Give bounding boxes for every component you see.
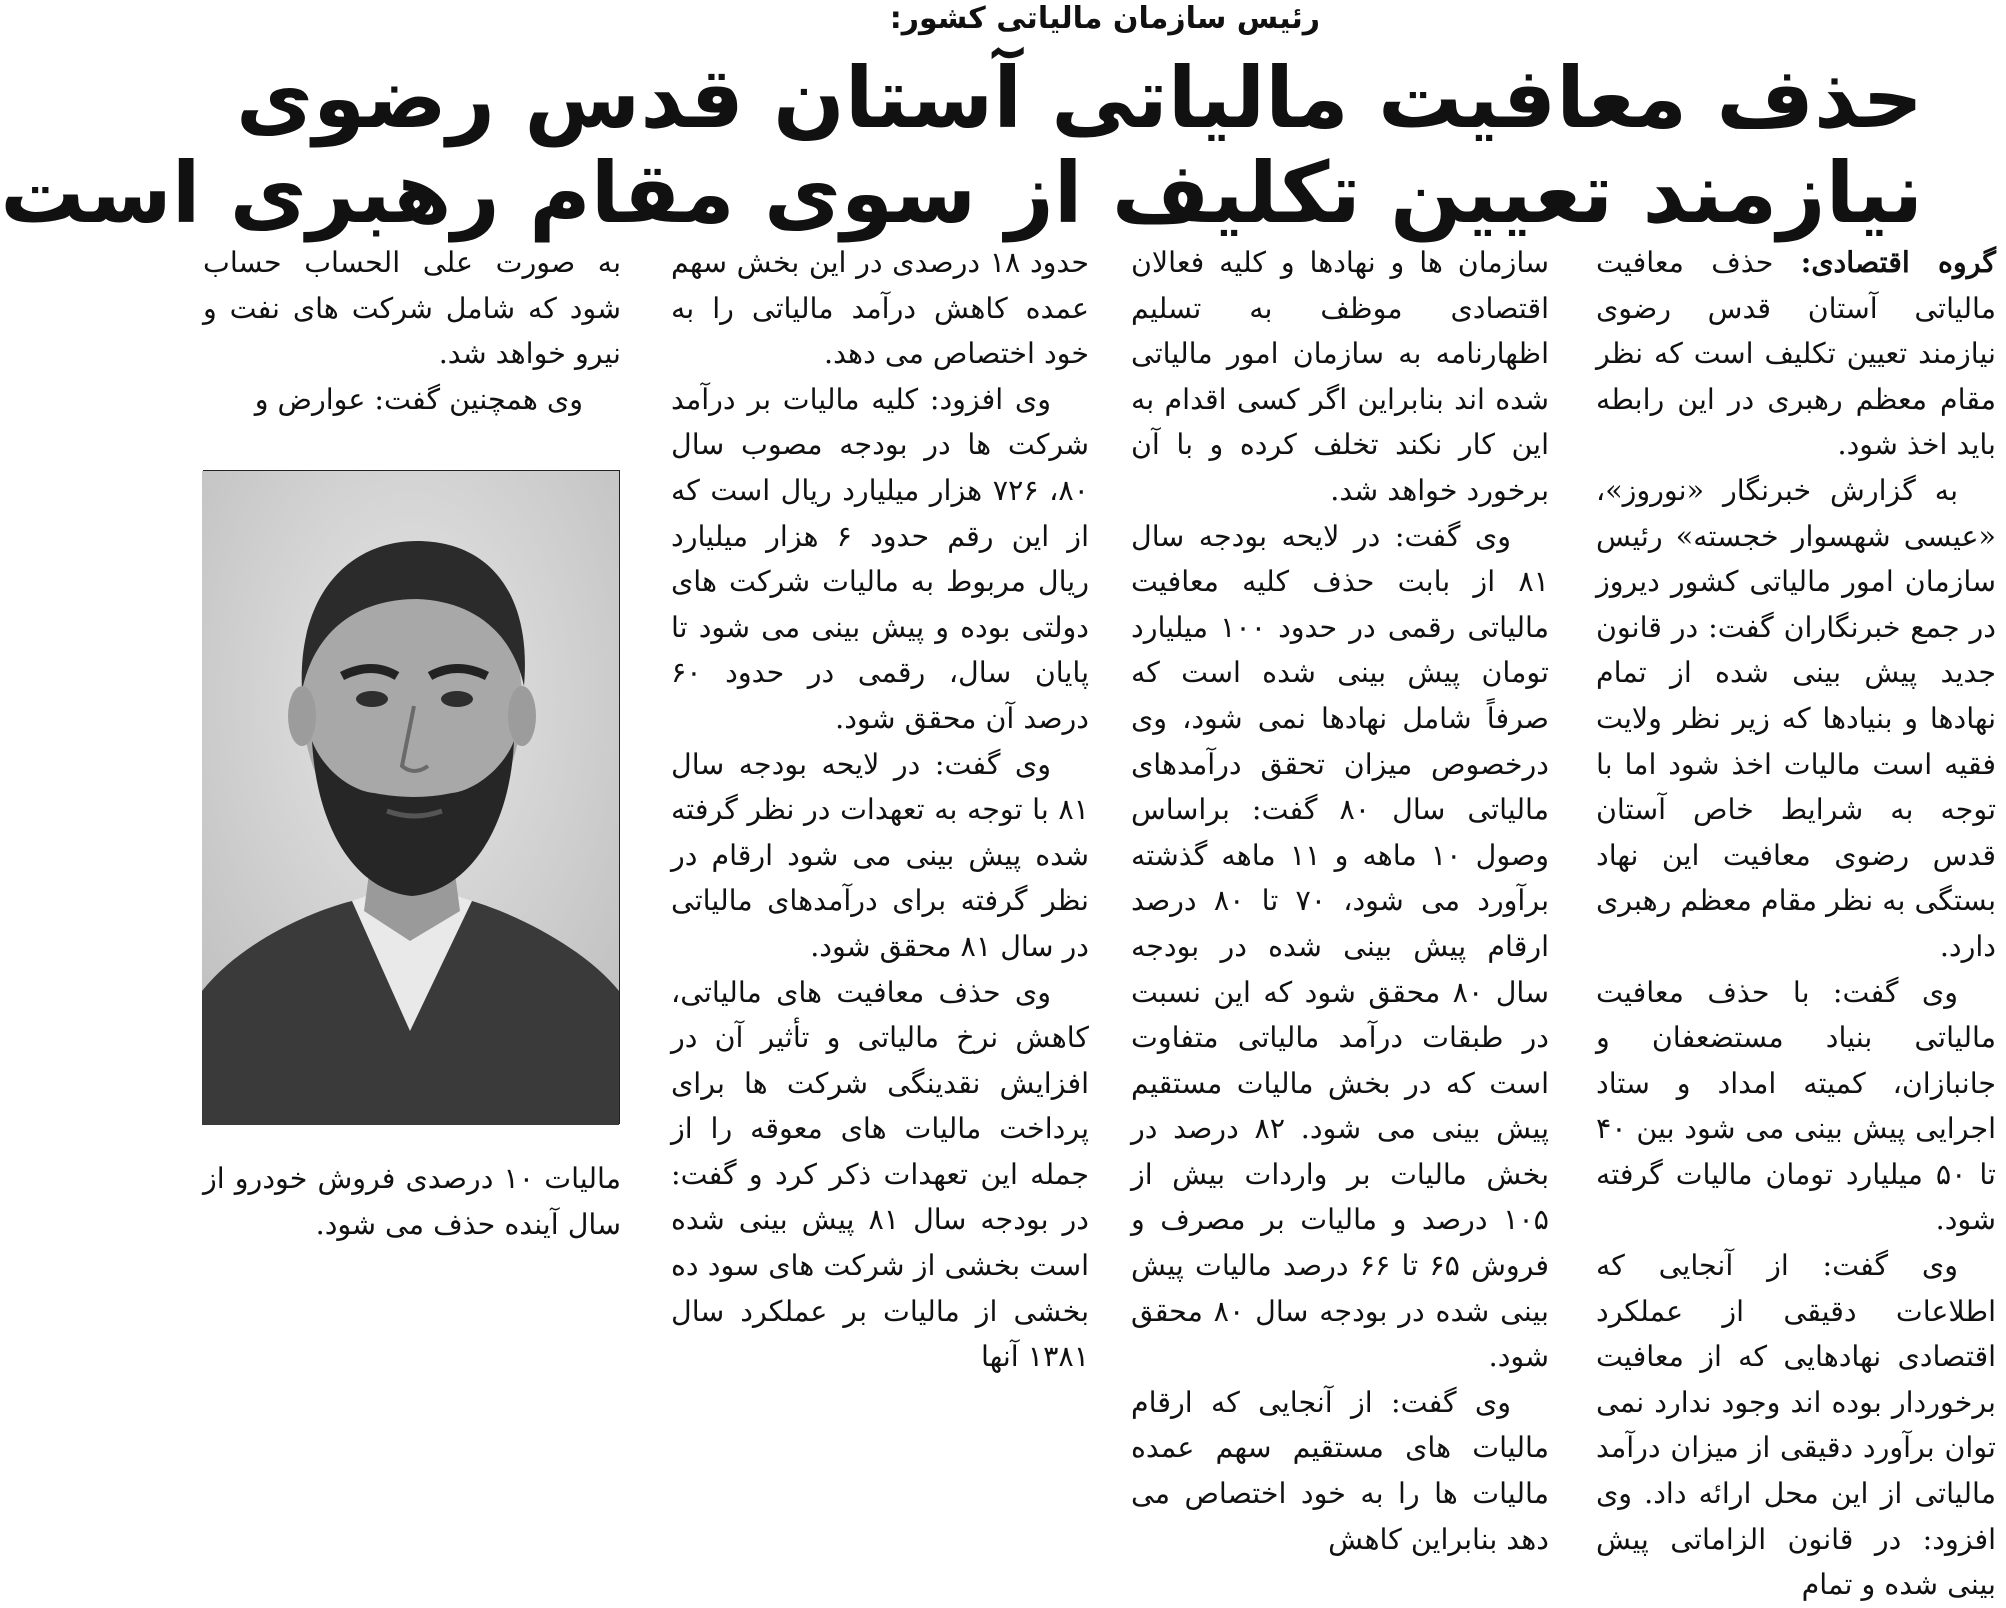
portrait-photo	[203, 470, 620, 1124]
caption-text: مالیات ۱۰ درصدی فروش خودرو از سال آینده حذف می شود.	[203, 1162, 621, 1241]
article-paragraph: وی گفت: در لایحه بودجه سال ۸۱ از بابت حذف کلیه معافیت مالیاتی رقمی در حدود ۱۰۰ میلیارد تومان پیش بینی شده است که صرفاً شامل نهادها نمی شود، وی درخصوص میزان تحقق درآمدهای مالیاتی سال ۸۰ گفت: براساس وصول ۱۰ ماهه و ۱۱ ماهه گذشته برآورد می شود، ۷۰ تا ۸۰ درصد ارقام پیش بینی شده در بودجه سال ۸۰ محقق شود که این نسبت در طبقات درآمد مالیاتی متفاوت است که در بخش مالیات مستقیم پیش بینی می شود. ۸۲ درصد در بخش مالیات بر واردات بیش از ۱۰۵ درصد و مالیات بر مصرف و فروش ۶۵ تا ۶۶ درصد مالیات پیش بینی شده در بودجه سال ۸۰ محقق شود.	[1131, 519, 1550, 1374]
article-paragraph: وی گفت: از آنجایی که ارقام مالیات های مستقیم سهم عمده مالیات ها را به خود اختصاص می دهد بنابراین کاهش	[1131, 1385, 1549, 1556]
article-paragraph	[1596, 240, 1996, 468]
article-paragraph: وی گفت: در لایحه بودجه سال ۸۱ با توجه به تعهدات در نظر گرفته شده پیش بینی می شود ارقام در نظر گرفته برای درآمدهای مالیاتی در سال ۸۱ محقق شود.	[671, 747, 1089, 963]
article-paragraph: وی گفت: از آنجایی که اطلاعات دقیقی از عملکرد اقتصادی نهادهایی که از معافیت برخوردار بوده اند وجود ندارد نمی توان برآورد دقیقی از میزان درآمد مالیاتی از این محل ارائه داد. وی افزود: در قانون الزاماتی پیش بینی شده و تمام	[1596, 1249, 1996, 1602]
article-paragraph: به گزارش خبرنگار «نوروز»، «عیسی شهسوار خجسته» رئیس سازمان امور مالیاتی کشور دیروز در جمع خبرنگاران گفت: در قانون جدید پیش بینی شده از تمام نهادها و بنیادها که زیر نظر ولایت فقیه است مالیات اخذ شود اما با توجه به شرایط خاص آستان قدس رضوی معافیت این نهاد بستگی به نظر مقام معظم رهبری دارد.	[1596, 473, 1996, 963]
article-column-1	[1596, 240, 1996, 1602]
headline-line-1: حذف معافیت مالیاتی آستان قدس رضوی	[235, 49, 1923, 147]
photo-caption	[203, 1156, 621, 1247]
article-column-2	[1131, 240, 1550, 1556]
article-paragraph: وی همچنین گفت: عوارض و	[254, 382, 583, 416]
kicker: رئیس سازمان مالیاتی کشور:	[889, 1, 1320, 36]
headline-line-2: نیازمند تعیین تکلیف از سوی مقام رهبری است	[0, 144, 1923, 242]
article-paragraph: سازمان ها و نهادها و کلیه فعالان اقتصادی موظف به تسلیم اظهارنامه به سازمان امور مالیاتی شده اند بنابراین اگر کسی اقدام به این کار نکند تخلف کرده و با آن برخورد خواهد شد.	[1131, 246, 1549, 507]
article-paragraph: وی گفت: با حذف معافیت مالیاتی بنیاد مستضعفان و جانبازان، کمیته امداد و ستاد اجرایی پیش بینی می شود بین ۴۰ تا ۵۰ میلیارد تومان مالیات گرفته شود.	[1596, 975, 1996, 1237]
article-paragraph: حدود ۱۸ درصدی در این بخش سهم عمده کاهش درآمد مالیاتی را به خود اختصاص می دهد.	[671, 246, 1090, 371]
section-lead: گروه اقتصادی:	[1800, 245, 1996, 279]
portrait-illustration	[202, 471, 619, 1125]
article-paragraph: به صورت علی الحساب حساب شود که شامل شرکت های نفت و نیرو خواهد شد.	[203, 246, 621, 371]
article-paragraph: وی افزود: کلیه مالیات بر درآمد شرکت ها در بودجه مصوب سال ۸۰، ۷۲۶ هزار میلیارد ریال است که از این رقم حدود ۶ هزار میلیارد ریال مربوط به مالیات شرکت های دولتی بوده و پیش بینی می شود تا پایان سال، رقمی در حدود ۶۰ درصد آن محقق شود.	[671, 382, 1089, 735]
paragraph-text: حذف معافیت مالیاتی آستان قدس رضوی نیازمند تعیین تکلیف است که نظر مقام معظم رهبری در این رابطه باید اخذ شود.	[1596, 246, 1996, 462]
article-column-4	[203, 240, 621, 460]
article-column-3	[671, 240, 1090, 1374]
article-paragraph: وی حذف معافیت های مالیاتی، کاهش نرخ مالیاتی و تأثیر آن در افزایش نقدینگی شرکت ها برای پرداخت مالیات های معوقه را از جمله این تعهدات ذکر کرد و گفت: در بودجه سال ۸۱ پیش بینی شده است بخشی از شرکت های سود ده بخشی از مالیات بر عملکرد سال ۱۳۸۱ آنها	[671, 975, 1089, 1374]
